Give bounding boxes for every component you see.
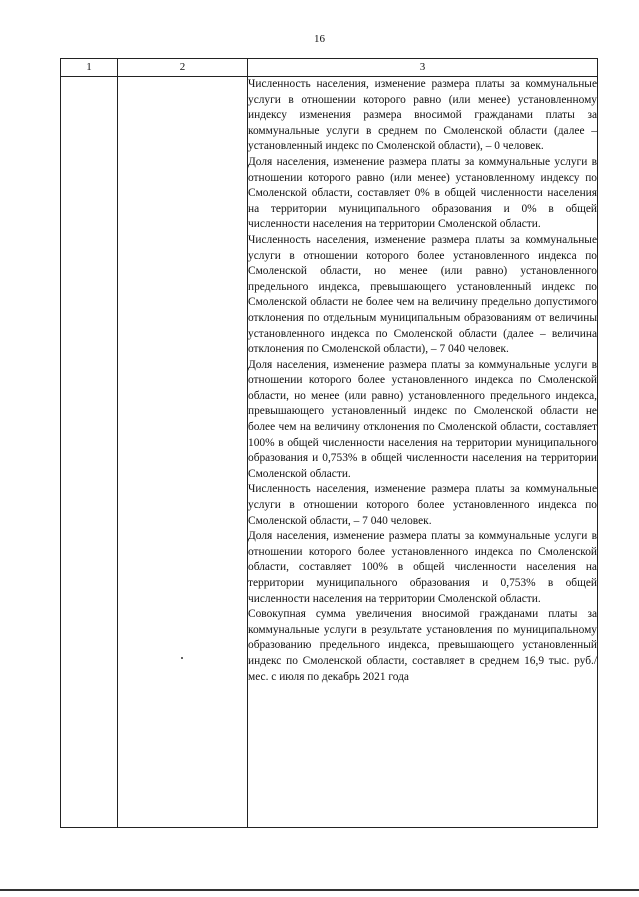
paragraph-total-payment-increase: Совокупная сумма увеличения вносимой гражданами платы за коммунальные услуги в результате установления по муниципальному образованию предельного индекса, превышающего установленный индекс по Смоленской области, составляет в среднем 16,9 тыс. руб./мес. с июля по декабрь 2021 года <box>248 608 597 683</box>
scan-speck <box>181 657 183 659</box>
paragraph-share-above-index: Доля населения, изменение размера платы за коммунальные услуги в отношении которого более установленного индекса по Смоленской области, составляет 100% в общей численности населения на территории муниципального образования и 0,753% в общей численности населения на территории Смоленской области. <box>248 530 597 605</box>
page-number: 16 <box>314 33 325 45</box>
table-header-row <box>61 59 598 77</box>
column-header-1: 1 <box>61 59 118 77</box>
paragraph-share-above-index-within-limit: Доля населения, изменение размера платы за коммунальные услуги в отношении которого более установленного индекса по Смоленской области, но менее (или равно) установленного предельного индекса, превышающего установленный индекс по Смоленской области не более чем на величину отклонения по Смоленской области, составляет 100% в общей численности населения на территории муниципального образования и 0,753% в общей численности населения на территории Смоленской области. <box>248 358 597 480</box>
paragraph-share-equal-index: Доля населения, изменение размера платы за коммунальные услуги в отношении которого равно (или менее) установленному индексу по Смоленской области, составляет 0% в общей численности населения на территории муниципального образования и 0% в общей численности населения на территории Смоленской области. <box>248 155 597 231</box>
cell-column-1 <box>61 77 118 828</box>
table-row <box>61 77 598 828</box>
cell-column-3 <box>248 77 598 828</box>
paragraph-population-above-index: Численность населения, изменение размера платы за коммунальные услуги в отношении которого более установленного индекса по Смоленской области, – 7 040 человек. <box>248 483 597 527</box>
cell-column-2 <box>118 77 248 828</box>
column-header-3: 3 <box>248 59 598 77</box>
paragraph-population-above-index-within-limit: Численность населения, изменение размера платы за коммунальные услуги в отношении которого более установленного индекса по Смоленской области, но менее (или равно) установленного предельного индекса, превышающего установленный индекс по Смоленской области не более чем на величину предельно допустимого отклонения по отдельным муниципальным образованиям от величины установленного индекса по Смоленской области (далее – величина отклонения по Смоленской области), – 7 040 человек. <box>248 233 597 356</box>
document-table <box>60 58 598 828</box>
page-bottom-rule <box>0 889 639 891</box>
paragraph-population-equal-index: Численность населения, изменение размера платы за коммунальные услуги в отношении которого равно (или менее) установленному индексу изменения размера вносимой гражданами платы за коммунальные услуги в среднем по Смоленской области (далее – установленный индекс по Смоленской области), – 0 человек. <box>248 78 597 153</box>
column-header-2: 2 <box>118 59 248 77</box>
